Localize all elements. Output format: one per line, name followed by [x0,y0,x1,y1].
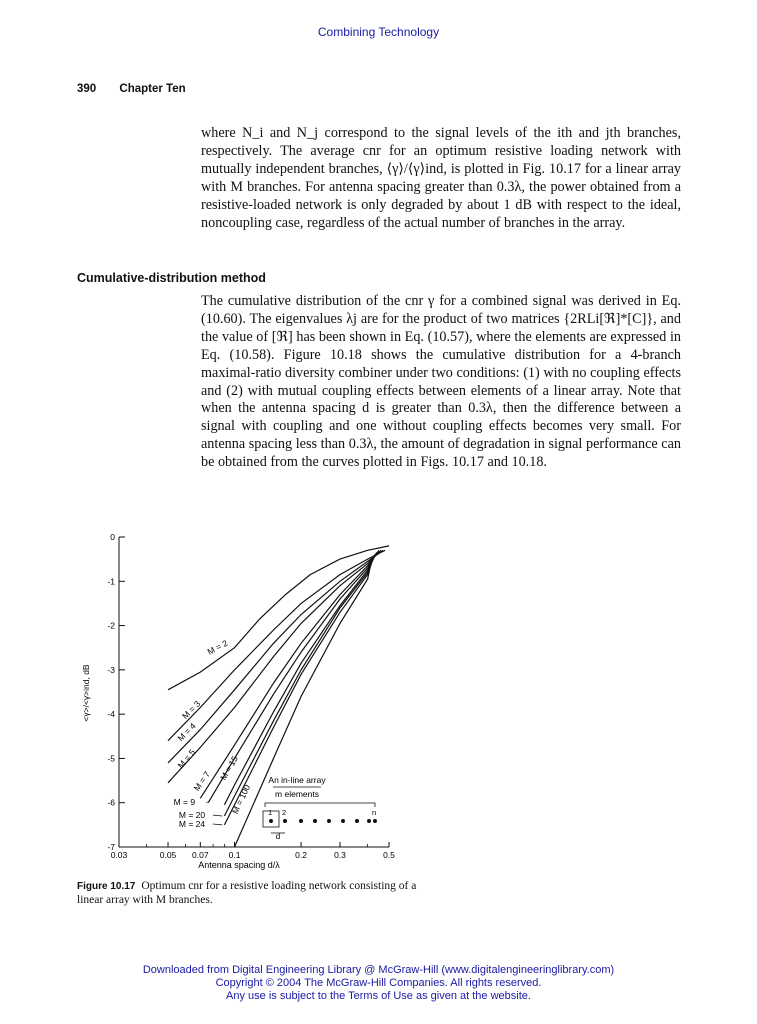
y-tick-label: -7 [107,842,115,852]
figure-10-17 [77,525,407,880]
series-label: M = 3 [179,698,203,721]
inset-element [327,819,331,823]
series-label: M = 100 [229,783,253,816]
inset-element [367,819,371,823]
chart [77,525,407,875]
paragraph-1 [201,125,681,232]
series-label: M = 4 [175,720,198,744]
inset-brace [265,803,375,807]
x-axis-label: Antenna spacing d/λ [198,860,280,870]
series-label: M = 24 [178,818,206,829]
chart-series [168,546,389,847]
series-label-leader [206,802,207,803]
figure-caption [77,880,417,907]
x-tick-label: 0.1 [228,850,241,860]
paragraph-2 [201,293,681,472]
footer [0,964,757,1003]
inset-title: An in-line array [268,775,326,785]
y-tick-label: -2 [107,620,115,631]
y-tick-label: 0 [110,532,115,542]
inset-subtitle: m elements [275,789,319,799]
header-link[interactable]: Combining Technology [317,25,440,39]
y-tick-label: -1 [107,576,115,587]
footer-line-2: Copyright © 2004 The McGraw-Hill Companies. All rights reserved. [215,977,542,989]
series-label-leader [213,815,223,816]
series-label-leader [213,824,223,825]
paragraph-2-text: The cumulative distribution of the cnr γ for a combined signal was derived in Eq. (10.60). The eigenvalues λj are for the product of two matrices {2RLi[ℜ]*[C]}, and the value of [ℜ] has been shown in Eq. (10.57), where the elements are expressed in Eq. (10.58). Figure 10.18 shows the cumulative distribution for a 4-branch maximal-ratio diversity combiner under two conditions: (1) with no coupling effects and (2) with mutual coupling effects between elements of a linear array. Note that when the antenna spacing d is greater than 0.3λ, then the difference between a signal with coupling and one without coupling effects becomes very small. For antenna spacing less than 0.3λ, the amount of degradation in signal performance can be obtained from the curves plotted in Figs. 10.17 and 10.18. [201,293,681,471]
caption-text: Optimum cnr for a resistive loading network consisting of a linear array with M branches. [77,880,417,906]
footer-line-3: Any use is subject to the Terms of Use as given at the website. [226,990,531,1002]
series-line [168,546,389,690]
y-tick-label: -4 [107,709,115,720]
inset-element [269,819,273,823]
series-label: M = 20 [178,810,206,821]
inset-spacing-label: d [275,832,281,841]
inset-element [313,819,317,823]
series-label: M = 15 [218,754,240,782]
y-tick-label: -3 [107,664,115,675]
x-tick-label: 0.05 [159,850,177,860]
x-tick-label: 0.3 [334,850,346,860]
x-tick-label: 0.5 [383,850,395,860]
x-tick-label: 0.07 [192,850,209,860]
series-label: M = 9 [173,796,196,807]
series-line [168,550,383,763]
y-tick-label: -6 [107,797,115,808]
y-tick-label: -5 [107,753,115,764]
paragraph-1-text: where N_i and N_j correspond to the signal levels of the ith and jth branches, respectively. The average cnr for an optimum resistive loading network with mutually independent branches, ⟨γ⟩/⟨γ⟩ind, is plotted in Fig. 10.17 for a linear array with M branches. For antenna spacing greater than 0.3λ, the power obtained from a resistive-loaded network is only degraded by about 1 dB with respect to the ideal, noncoupling case, regardless of the actual number of branches in the array. [201,125,681,231]
inset-element [355,819,359,823]
section-heading: Cumulative-distribution method [77,271,266,285]
x-tick-label: 0.2 [295,850,307,860]
series-line [168,550,385,740]
inset-element [283,819,287,823]
inset-array-diagram [263,775,377,841]
series-label: M = 7 [191,769,213,793]
x-tick-label: 0.03 [110,850,128,860]
caption-label: Figure 10.17 [77,881,136,892]
inset-element [373,819,377,823]
inset-first-label: 1 [268,808,273,817]
inset-second-label: 2 [282,808,287,817]
series-label: M = 5 [175,747,198,771]
chapter-title: Chapter Ten [119,83,186,95]
inset-last-label: n [372,808,377,817]
series-line [235,557,373,847]
running-head [77,83,186,95]
inset-element [299,819,303,823]
footer-line-1[interactable]: Downloaded from Digital Engineering Library @ McGraw-Hill (www.digitalengineeringlibrary.com) [142,964,615,976]
page-number: 390 [77,83,97,95]
y-axis-label: <γ>/<γ>ind, dB [81,664,91,722]
series-label: M = 2 [205,637,230,657]
inset-element [341,819,345,823]
